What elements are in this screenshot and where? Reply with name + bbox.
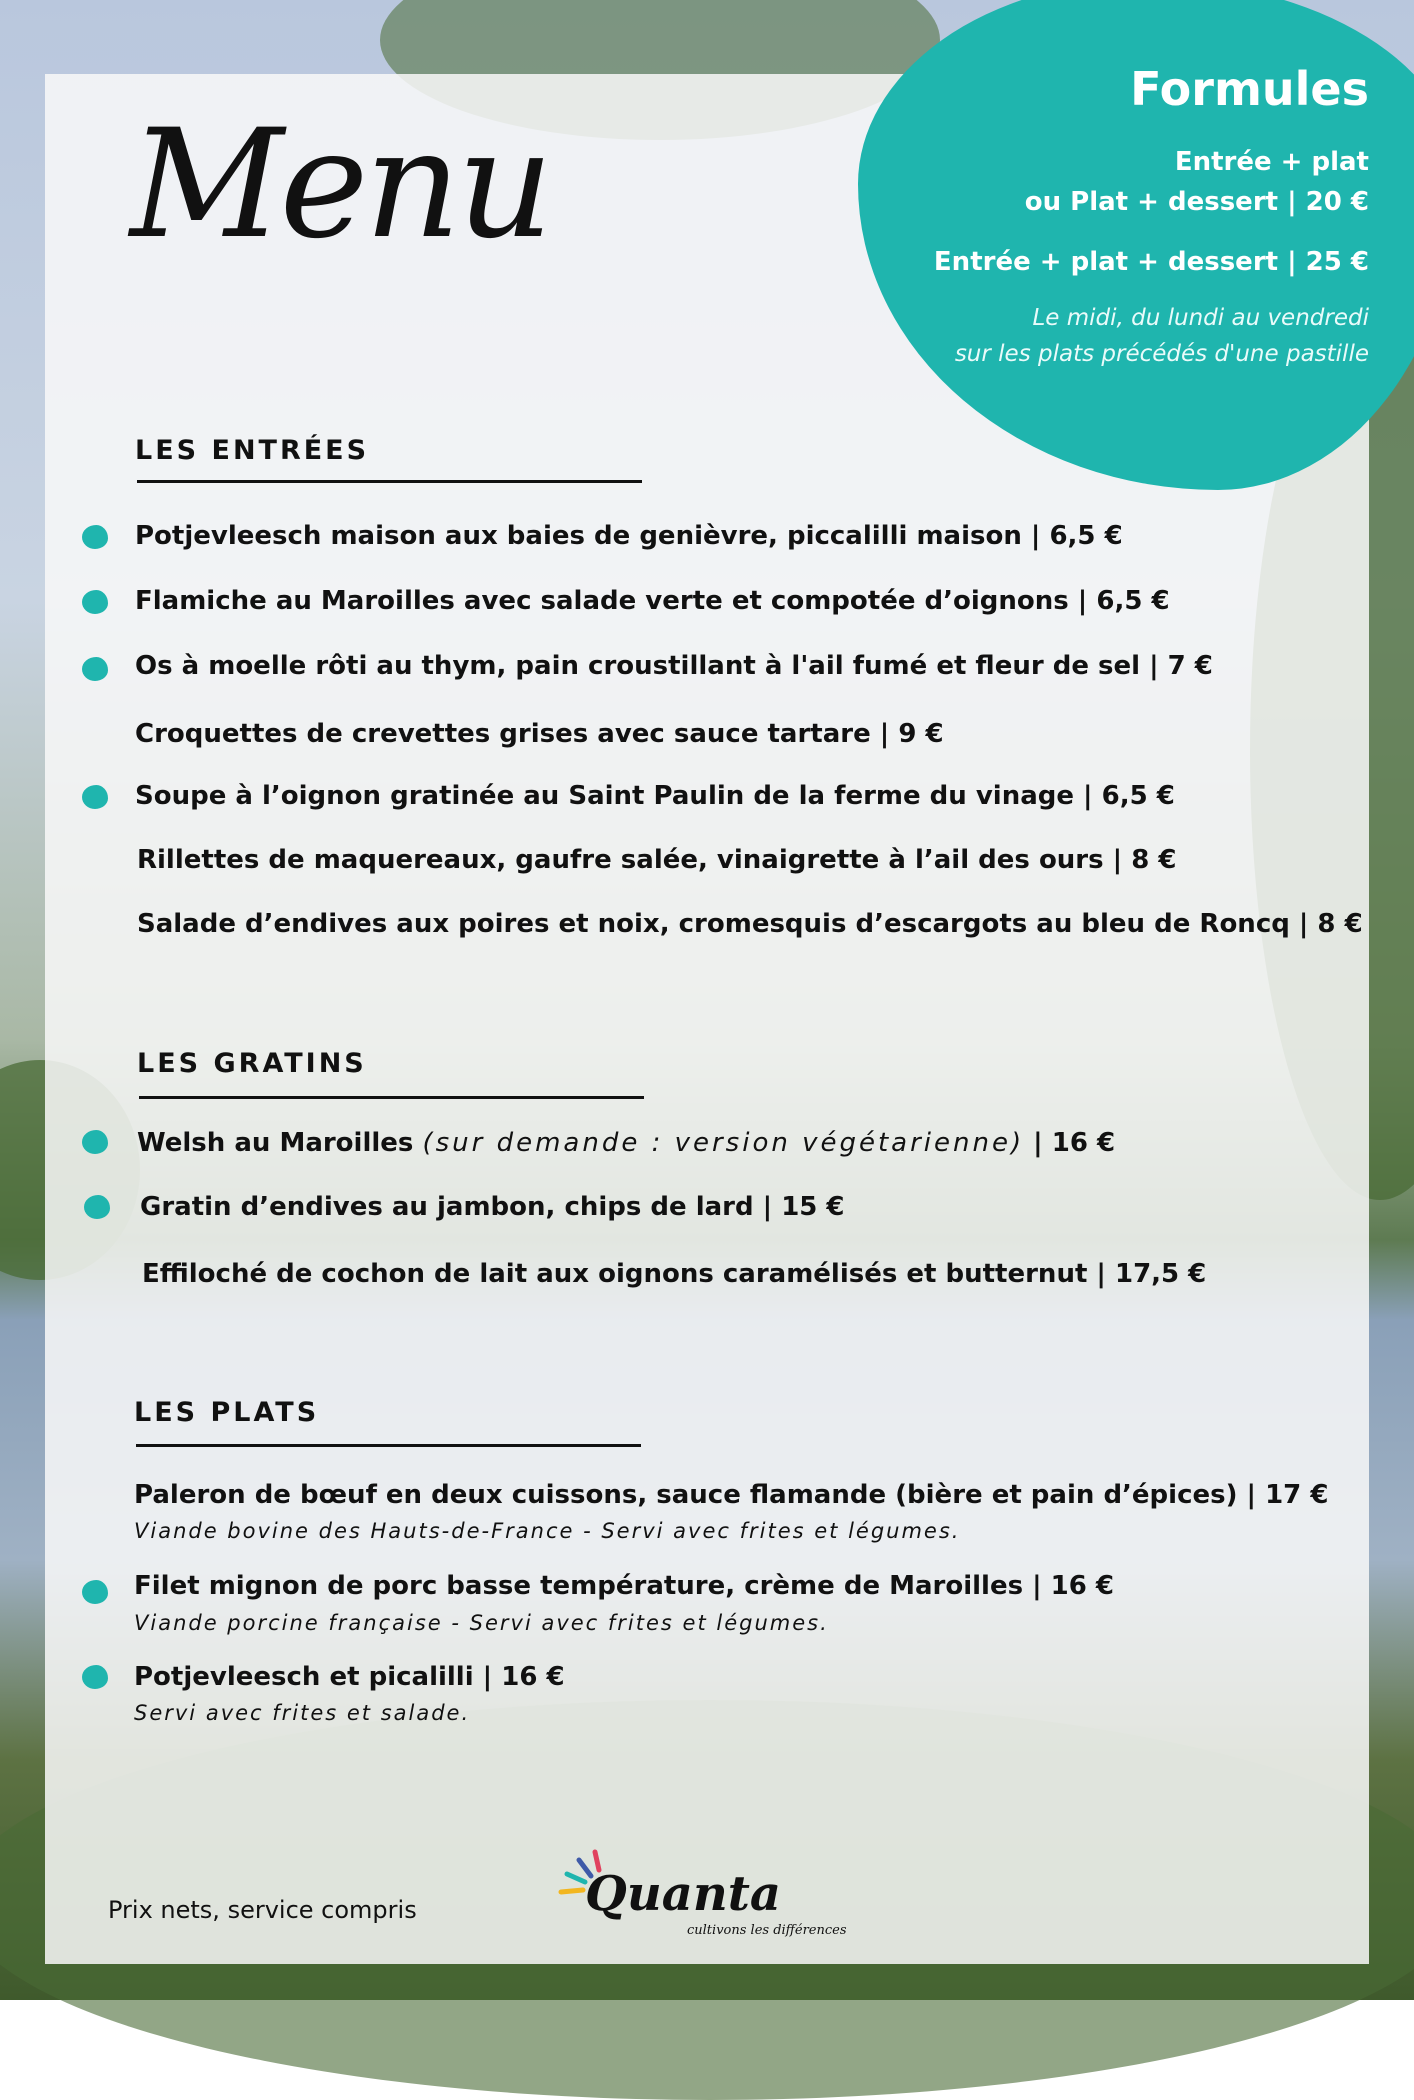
- formules-note-line-1: Le midi, du lundi au vendredi: [1032, 305, 1369, 331]
- section-rule-entrees: [137, 480, 642, 483]
- entree-item: Soupe à l’oignon gratinée au Saint Paulin de la ferme du vinage | 6,5 €: [135, 781, 1175, 811]
- pastille-icon: [82, 1665, 108, 1689]
- plat-item-description: Viande bovine des Hauts-de-France - Servi avec frites et légumes.: [134, 1519, 961, 1543]
- pastille-icon: [82, 590, 108, 614]
- pastille-icon: [82, 525, 108, 549]
- section-rule-gratins: [139, 1096, 644, 1099]
- pastille-icon: [82, 1130, 108, 1154]
- plat-item: Filet mignon de porc basse température, crème de Maroilles | 16 €: [134, 1571, 1115, 1601]
- gratin-item-note: (sur demande : version végétarienne): [422, 1128, 1025, 1158]
- pastille-icon: [82, 1580, 108, 1604]
- formule-1-line-1: Entrée + plat: [1174, 147, 1369, 177]
- quanta-logo: [555, 1830, 875, 1940]
- section-title-entrees: LES ENTRÉES: [135, 435, 370, 466]
- section-title-gratins: LES GRATINS: [137, 1048, 367, 1079]
- gratin-item: Effiloché de cochon de lait aux oignons caramélisés et butternut | 17,5 €: [142, 1259, 1207, 1289]
- formule-2: Entrée + plat + dessert | 25 €: [933, 247, 1369, 277]
- entree-item: Croquettes de crevettes grises avec sauce tartare | 9 €: [135, 719, 944, 749]
- gratin-item: [137, 1128, 1115, 1158]
- pastille-icon: [84, 1195, 110, 1219]
- gratin-item: Gratin d’endives au jambon, chips de lard | 15 €: [140, 1192, 845, 1222]
- entree-item: Rillettes de maquereaux, gaufre salée, vinaigrette à l’ail des ours | 8 €: [137, 845, 1177, 875]
- pastille-icon: [82, 785, 108, 809]
- formules-note: [849, 300, 1369, 372]
- section-rule-plats: [136, 1444, 641, 1447]
- formule-1-line-2: ou Plat + dessert | 20 €: [1024, 187, 1369, 217]
- logo-tagline: cultivons les différences: [687, 1923, 847, 1938]
- pastille-icon: [82, 657, 108, 681]
- entree-item: Potjevleesch maison aux baies de genièvre, piccalilli maison | 6,5 €: [135, 521, 1123, 551]
- entree-item: Salade d’endives aux poires et noix, cromesquis d’escargots au bleu de Roncq | 8 €: [137, 909, 1363, 939]
- entree-item: Os à moelle rôti au thym, pain croustillant à l'ail fumé et fleur de sel | 7 €: [135, 651, 1213, 681]
- menu-title: Menu: [130, 98, 550, 272]
- plat-item-description: Viande porcine française - Servi avec frites et légumes.: [134, 1611, 829, 1635]
- entree-item: Flamiche au Maroilles avec salade verte et compotée d’oignons | 6,5 €: [135, 586, 1170, 616]
- plat-item-description: Servi avec frites et salade.: [134, 1701, 471, 1725]
- plat-item: Potjevleesch et picalilli | 16 €: [134, 1662, 565, 1692]
- formules-panel: [849, 62, 1369, 372]
- formules-note-line-2: sur les plats précédés d'une pastille: [954, 341, 1369, 367]
- logo-wordmark: Quanta: [585, 1866, 781, 1922]
- gratin-item-price: | 16 €: [1024, 1128, 1116, 1158]
- section-title-plats: LES PLATS: [134, 1397, 320, 1428]
- footer-note: Prix nets, service compris: [108, 1896, 417, 1924]
- plat-item: Paleron de bœuf en deux cuissons, sauce flamande (bière et pain d’épices) | 17 €: [134, 1480, 1329, 1510]
- gratin-item-name: Welsh au Maroilles: [137, 1128, 423, 1158]
- formules-title: Formules: [1130, 62, 1369, 116]
